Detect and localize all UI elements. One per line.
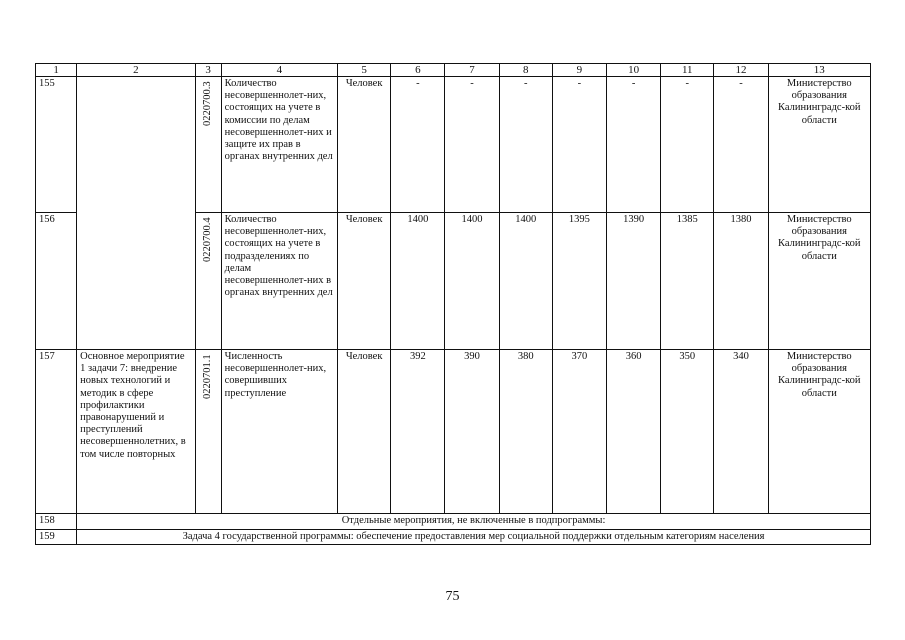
page-number: 75 [445,589,460,604]
value-cell: 392 [391,350,445,514]
indicator-name: Численность несовершеннолет-них, совершивших преступление [221,350,337,514]
column-number: 10 [606,64,660,77]
table-row [36,77,871,213]
value-cell: 350 [661,350,714,514]
column-number: 6 [391,64,445,77]
value-cell: - [445,77,499,213]
event-name: Основное мероприятие 1 задачи 7: внедрение новых технологий и методик в сфере профилактики правонарушений и преступлений несовершеннолетних, в том числе повторных [77,350,195,514]
value-cell: 360 [606,350,660,514]
table-row [36,530,871,545]
value-cell: - [499,77,552,213]
row-number: 159 [36,530,77,545]
value-cell: 340 [714,350,768,514]
event-cell-empty [77,77,195,350]
value-cell: - [391,77,445,213]
unit: Человек [338,77,391,213]
column-number-row [36,64,871,77]
row-number: 155 [36,77,77,213]
value-cell: 1385 [661,213,714,350]
value-cell: 1400 [499,213,552,350]
column-number: 7 [445,64,499,77]
table-row [36,514,871,530]
column-number: 11 [661,64,714,77]
column-number: 1 [36,64,77,77]
column-number: 8 [499,64,552,77]
indicator-code: 0220701.1 [202,354,214,399]
unit: Человек [338,350,391,514]
value-cell: 1400 [391,213,445,350]
indicator-name: Количество несовершеннолет-них, состоящих на учете в подразделениях по делам несовершеннолет-них в органах внутренних дел [221,213,337,350]
indicators-table [35,63,871,545]
column-number: 4 [221,64,337,77]
responsible-body: Министерство образования Калининградс-кой области [768,350,870,514]
value-cell: 370 [552,350,606,514]
value-cell: 1380 [714,213,768,350]
responsible-body: Министерство образования Калининградс-кой области [768,77,870,213]
row-number: 157 [36,350,77,514]
column-number: 12 [714,64,768,77]
value-cell: 1400 [445,213,499,350]
indicator-code: 0220700.3 [202,81,214,126]
column-number: 13 [768,64,870,77]
code-cell [195,350,221,514]
value-cell: 390 [445,350,499,514]
indicator-code: 0220700.4 [202,217,214,262]
column-number: 5 [338,64,391,77]
code-cell [195,77,221,213]
column-number: 3 [195,64,221,77]
row-number: 156 [36,213,77,350]
column-number: 2 [77,64,195,77]
unit: Человек [338,213,391,350]
code-cell [195,213,221,350]
section-heading: Отдельные мероприятия, не включенные в подпрограммы: [77,514,871,530]
value-cell: 380 [499,350,552,514]
column-number: 9 [552,64,606,77]
responsible-body: Министерство образования Калининградс-кой области [768,213,870,350]
indicator-name: Количество несовершеннолет-них, состоящих на учете в комиссии по делам несовершеннолет-них и защите их прав в органах внутренних дел [221,77,337,213]
value-cell: 1395 [552,213,606,350]
table-row [36,350,871,514]
value-cell: 1390 [606,213,660,350]
value-cell: - [661,77,714,213]
value-cell: - [714,77,768,213]
row-number: 158 [36,514,77,530]
section-heading: Задача 4 государственной программы: обеспечение предоставления мер социальной поддержки отдельным категориям населения [77,530,871,545]
value-cell: - [606,77,660,213]
value-cell: - [552,77,606,213]
